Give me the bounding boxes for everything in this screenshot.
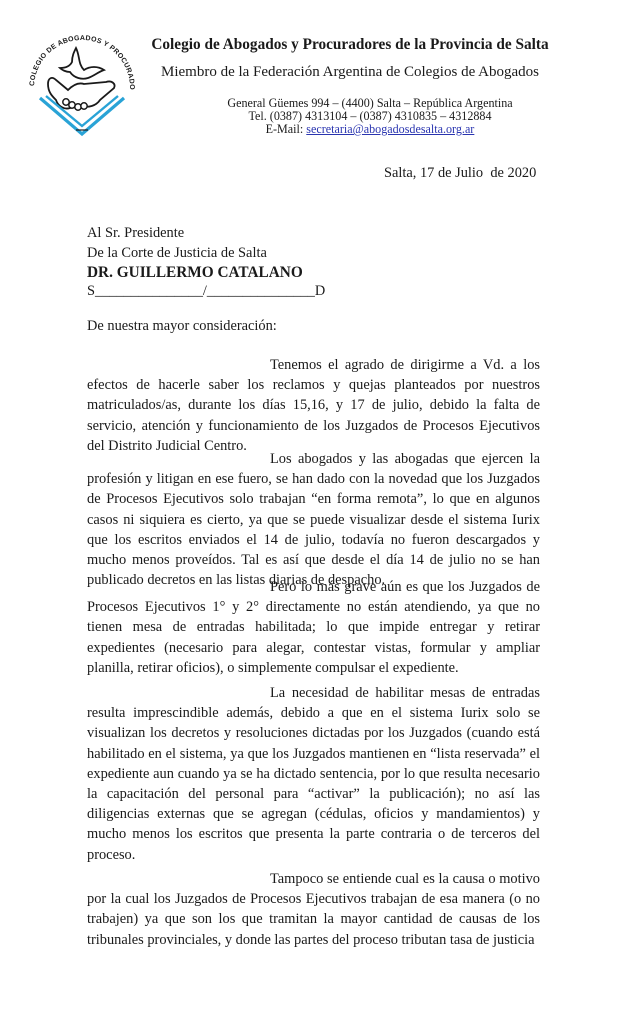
body-paragraph: Los abogados y las abogadas que ejercen la profesión y litigan en ese fuero, se han dado con la novedad que los Juzgados de Procesos Ejecutivos solo trabajan “en forma remota”, lo que en algunos casos ni siquiera es cierto, ya que se puede visualizar desde el sistema Iurix que los escritos enviados el 14 de julio, todavía no fueron descargados y mucho menos proveídos. Tal es así que desde el día 14 de julio no se han publicado decretos en las listas diarias de despacho.: [87, 451, 540, 589]
email-link[interactable]: secretaria@abogadosdesalta.org.ar: [306, 122, 475, 136]
letterhead-phone: Tel. (0387) 4313104 – (0387) 4310835 – 4312884: [248, 109, 492, 123]
college-logo-graphic: [18, 26, 144, 138]
letter-date: Salta, 17 de Julio de 2020: [384, 165, 537, 181]
letterhead-email-line: [190, 123, 550, 137]
recipient-sd-line: S_______________/_______________D: [87, 283, 326, 299]
email-label: E-Mail:: [265, 122, 307, 136]
letterhead-title: Colegio de Abogados y Procuradores de la Provincia de Salta: [151, 36, 549, 53]
salutation: De nuestra mayor consideración:: [87, 318, 277, 334]
recipient-title: Al Sr. Presidente: [87, 225, 185, 241]
body-paragraph: Tenemos el agrado de dirigirme a Vd. a los efectos de hacerle saber los reclamos y quejas planteados por nuestros matriculados/as, durante los días 15,16, y 17 de julio, debido la falta de servicio, atención y funcionamiento de los Juzgados de Procesos Ejecutivos del Distrito Judicial Centro.: [87, 357, 540, 454]
dove-icon: [60, 48, 104, 79]
body-paragraph: La necesidad de habilitar mesas de entradas resulta imprescindible además, debido a que en el sistema Iurix solo se visualizan los decretos y resoluciones dictadas por los Juzgados (cuando está habilitado en el sistema, ya que los Juzgados mantienen en “lista reservada” el expediente aun cuando ya se ha dictado sentencia, por lo que resulta necesario la capacitación del personal para “activar” la publicación); no así las diligencias externas que se agregan (cédulas, oficios y mandamientos) y mucho menos los escritos que presenta la parte contraria o de terceros del proceso.: [87, 685, 540, 863]
letterhead-subtitle: Miembro de la Federación Argentina de Colegios de Abogados: [161, 64, 539, 80]
letterhead-address: General Güemes 994 – (4400) Salta – República Argentina: [227, 96, 513, 110]
recipient-name: DR. GUILLERMO CATALANO: [87, 264, 303, 281]
college-logo: [18, 26, 144, 138]
recipient-institution: De la Corte de Justicia de Salta: [87, 245, 267, 261]
body-paragraph: Pero lo más grave aún es que los Juzgados de Procesos Ejecutivos 1° y 2° directamente no están atendiendo, ya que no tienen mesa de entradas habilitada; lo que impide entregar y retirar expedientes (necesario para alegar, contestar vistas, formular y ampliar planilla, retirar oficios), o simplemente compulsar el expediente.: [87, 579, 540, 676]
logo-arc-text: COLEGIO DE ABOGADOS Y PROCURADO: [28, 34, 136, 91]
body-paragraph: Tampoco se entiende cual es la causa o motivo por la cual los Juzgados de Procesos Ejecutivos trabajan de esa manera (o no trabajen) ya que son los que tramitan la mayor cantidad de causas de los tribunales provinciales, y donde las partes del proceso tributan tasa de justicia: [87, 871, 540, 948]
